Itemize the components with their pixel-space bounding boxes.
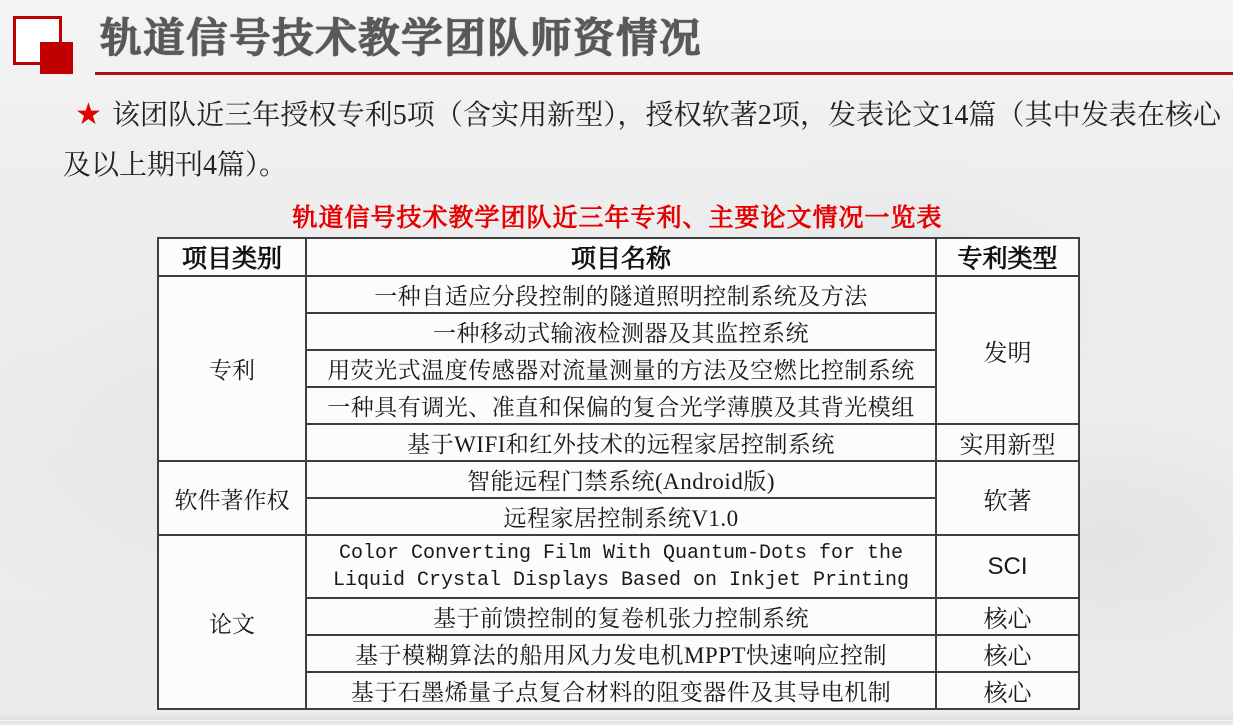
table-caption: 轨道信号技术教学团队近三年专利、主要论文情况一览表: [292, 205, 943, 232]
item-name: 用荧光式温度传感器对流量测量的方法及空燃比控制系统: [306, 350, 936, 387]
table-row: [158, 535, 1079, 598]
table-header-row: [158, 238, 1079, 276]
category-software: 软件著作权: [158, 461, 306, 535]
item-name: 基于前馈控制的复卷机张力控制系统: [306, 598, 936, 635]
type-core: 核心: [936, 672, 1079, 709]
star-bullet-icon: ★: [75, 98, 102, 131]
footer-strip: [0, 713, 1233, 725]
header-name: 项目名称: [306, 238, 936, 276]
item-name: 一种具有调光、准直和保偏的复合光学薄膜及其背光模组: [306, 387, 936, 424]
type-software: 软著: [936, 461, 1079, 535]
item-name: 基于模糊算法的船用风力发电机MPPT快速响应控制: [306, 635, 936, 672]
item-name: 一种移动式输液检测器及其监控系统: [306, 313, 936, 350]
type-sci: SCI: [936, 535, 1079, 598]
type-core: 核心: [936, 635, 1079, 672]
page-title: 轨道信号技术教学团队师资情况: [100, 15, 702, 61]
intro-text: 该团队近三年授权专利5项（含实用新型），授权软著2项，发表论文14篇（其中发表在核心及以上期刊4篇）。: [63, 100, 1221, 181]
item-name: 基于石墨烯量子点复合材料的阻变器件及其导电机制: [306, 672, 936, 709]
title-underline: [95, 72, 1233, 75]
header-type: 专利类型: [936, 238, 1079, 276]
category-patent: 专利: [158, 276, 306, 461]
header-category: 项目类别: [158, 238, 306, 276]
type-utility: 实用新型: [936, 424, 1079, 461]
decor-square-fill: [40, 42, 73, 74]
table-row: [158, 461, 1079, 498]
table-row: [158, 276, 1079, 313]
type-core: 核心: [936, 598, 1079, 635]
type-invention: 发明: [936, 276, 1079, 424]
item-name: 基于WIFI和红外技术的远程家居控制系统: [306, 424, 936, 461]
item-name: 智能远程门禁系统(Android版): [306, 461, 936, 498]
category-paper: 论文: [158, 535, 306, 709]
patent-paper-table: [157, 237, 1080, 710]
intro-paragraph: [63, 90, 1221, 191]
item-name: 一种自适应分段控制的隧道照明控制系统及方法: [306, 276, 936, 313]
item-name: Color Converting Film With Quantum-Dots for the Liquid Crystal Displays Based on Inkjet Printing: [306, 535, 936, 598]
item-name: 远程家居控制系统V1.0: [306, 498, 936, 535]
